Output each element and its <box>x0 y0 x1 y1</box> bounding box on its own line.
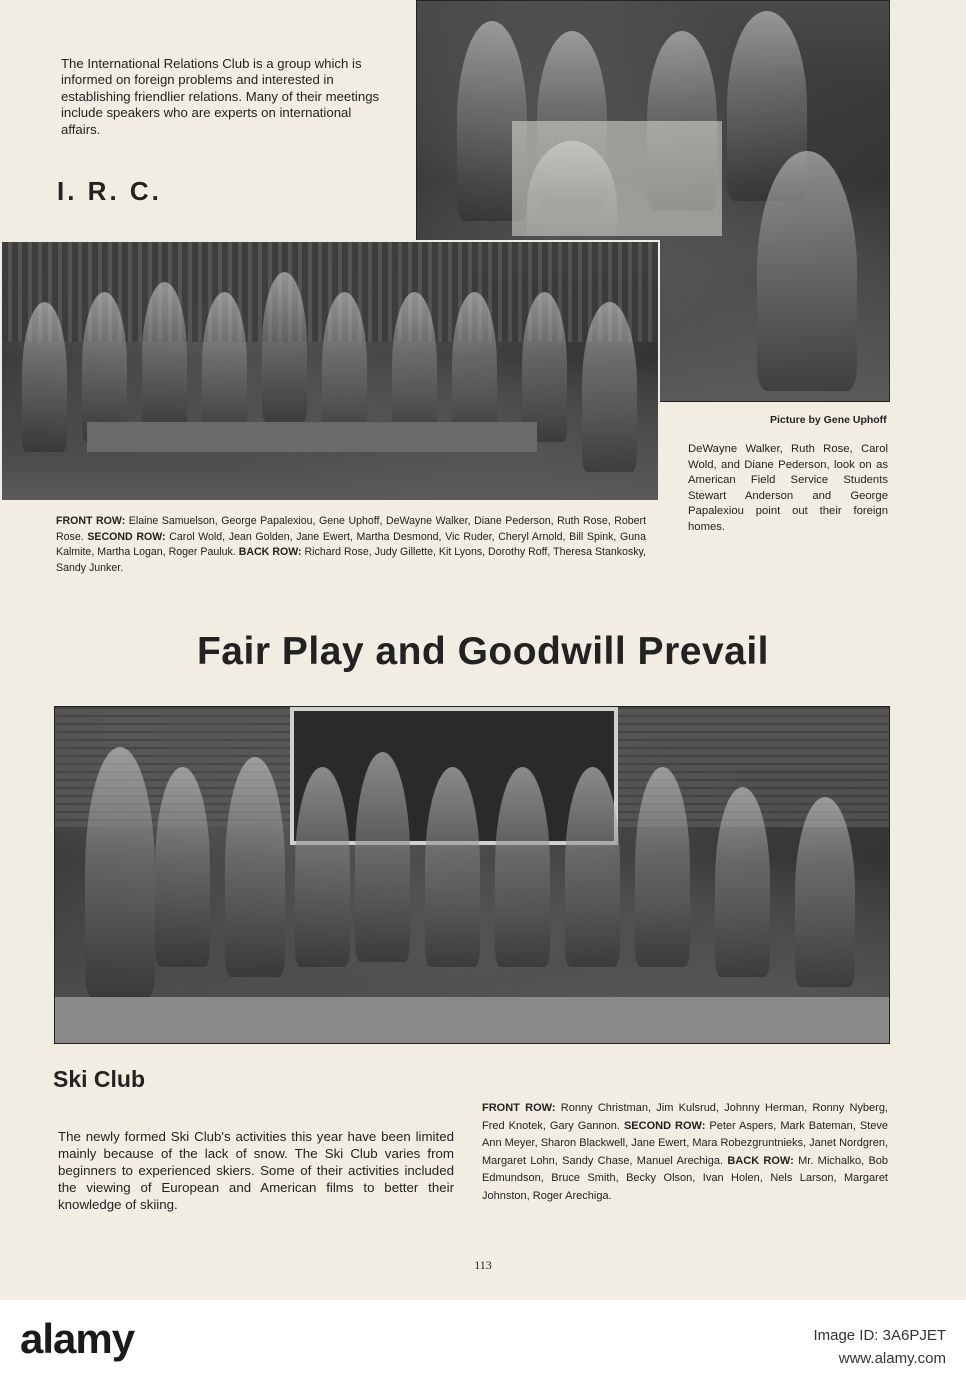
photo-credit: Picture by Gene Uphoff <box>770 414 887 426</box>
ski-club-photo <box>54 706 890 1044</box>
ski-club-description: The newly formed Ski Club's activities this year have been limited mainly because of the lack of snow. The Ski Club varies from beginners to experienced skiers. Some of their activities included the viewing of European and American films to better their knowledge of skiing. <box>58 1129 454 1212</box>
page-number: 113 <box>474 1258 492 1272</box>
front-row-label: FRONT ROW: <box>56 515 126 527</box>
irc-member-list <box>56 514 646 576</box>
site-url: www.alamy.com <box>838 1350 946 1367</box>
map-photo-caption: DeWayne Walker, Ruth Rose, Carol Wold, and Diane Pederson, look on as American Field Service Students Stewart Anderson and George Papalexiou point out their foreign homes. <box>688 443 888 533</box>
irc-intro-text: The International Relations Club is a group which is informed on foreign problems and interested in establishing friendlier relations. Many of their meetings include speakers who are experts on international affairs. <box>61 56 380 137</box>
ground <box>55 997 889 1043</box>
table <box>87 422 537 452</box>
ski-member-list <box>482 1100 888 1206</box>
front-row-names: Elaine Samuelson, George Papalexiou, Gene Uphoff, DeWayne Walker, Diane Pederson, Ruth Rose, Robert Rose. <box>56 515 647 543</box>
page-headline: Fair Play and Goodwill Prevail <box>196 630 769 673</box>
second-row-label: SECOND ROW: <box>623 1119 706 1132</box>
image-id: Image ID: 3A6PJET <box>813 1327 946 1344</box>
second-row-names: Peter Aspers, Mark Bateman, Steve Ann Meyer, Sharon Blackwell, Jane Ewert, Mara Robezgruntnieks, Janet Nordgren, Margaret Lohn, Sandy Chase, Manuel Arechiga. <box>482 1119 888 1167</box>
ski-club-title: Ski Club <box>53 1066 146 1092</box>
front-row-label: FRONT ROW: <box>482 1102 556 1114</box>
front-row-names: Ronny Christman, Jim Kulsrud, Johnny Herman, Ronny Nyberg, Fred Knotek, Gary Gannon. <box>482 1102 888 1132</box>
back-row-names: Richard Rose, Judy Gillette, Kit Lyons, Dorothy Roff, Theresa Stankosky, Sandy Junker. <box>56 546 646 574</box>
second-row-label: SECOND ROW: <box>87 530 166 543</box>
irc-title: I. R. C. <box>57 176 162 206</box>
back-row-label: BACK ROW: <box>238 546 302 559</box>
irc-group-photo <box>0 240 660 502</box>
footer-info <box>813 1324 946 1370</box>
second-row-names: Carol Wold, Jean Golden, Jane Ewert, Martha Desmond, Vic Ruder, Cheryl Arnold, Bill Spink, Guna Kalmite, Martha Logan, Roger Pauluk. <box>56 530 646 559</box>
back-row-names: Mr. Michalko, Bob Edmundson, Bruce Smith, Becky Olson, Ivan Holen, Nels Larson, Margaret Johnston, Roger Arechiga. <box>482 1154 889 1202</box>
alamy-logo: alamy <box>20 1315 135 1362</box>
back-row-label: BACK ROW: <box>727 1154 794 1167</box>
world-map <box>512 121 722 236</box>
